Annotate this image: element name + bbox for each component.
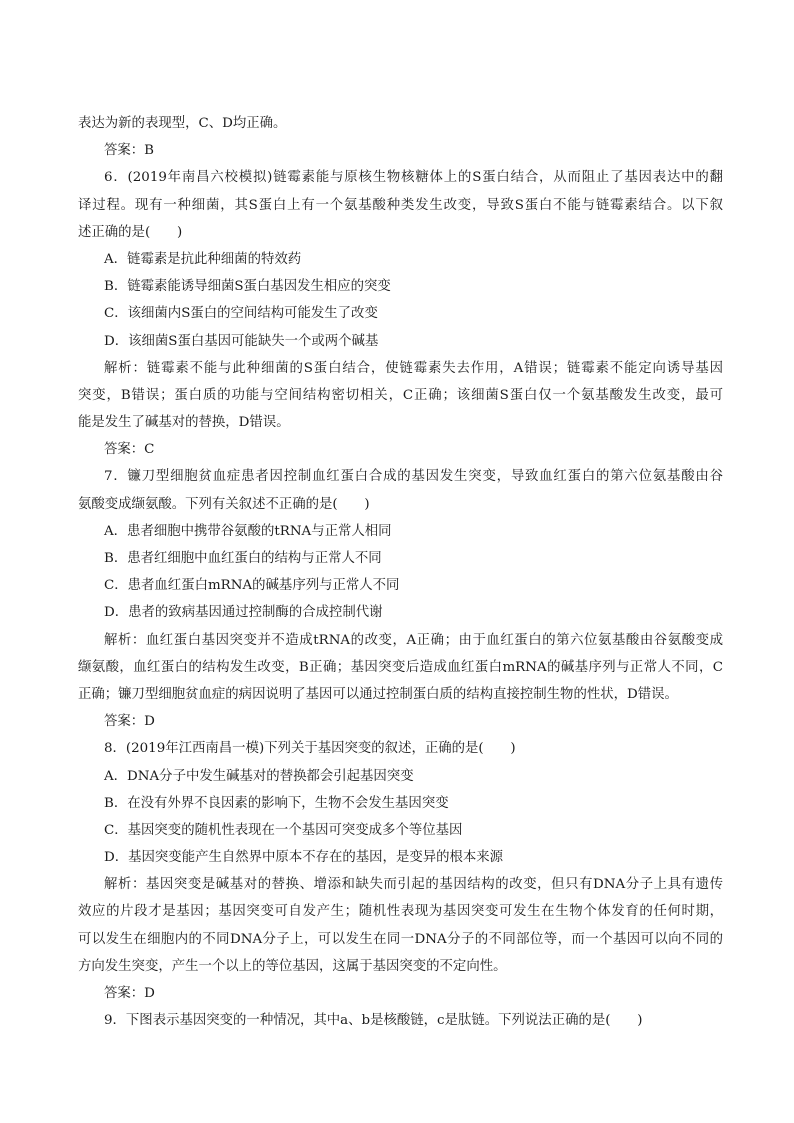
analysis-line: 解析：血红蛋白基因突变并不造成tRNA的改变，A正确；由于血红蛋白的第六位氨基酸由谷氨酸变成 [104,632,723,648]
text-line: 突变，B错误；蛋白质的功能与空间结构密切相关，C正确；该细菌S蛋白仅一个氨基酸发生改变，最可 [78,387,723,403]
text-line: 述正确的是( ) [78,224,183,240]
option-line: A．链霉素是抗此种细菌的特效药 [104,251,302,267]
answer-line: 答案：C [104,442,155,458]
text-line: 能是发生了碱基对的替换，D错误。 [78,415,290,431]
option-line: D．基因突变能产生自然界中原本不存在的基因，是变异的根本来源 [104,850,504,866]
question-line: 7．镰刀型细胞贫血症患者因控制血红蛋白合成的基因发生突变，导致血红蛋白的第六位氨基酸由谷 [104,469,723,485]
option-line: B．链霉素能诱导细菌S蛋白基因发生相应的突变 [104,279,391,295]
option-line: D．该细菌S蛋白基因可能缺失一个或两个碱基 [104,333,379,349]
option-line: C．患者血红蛋白mRNA的碱基序列与正常人不同 [104,578,400,594]
question-line: 8．(2019年江西南昌一模)下列关于基因突变的叙述，正确的是( ) [104,741,516,757]
text-line: 方向发生突变，产生一个以上的等位基因，这属于基因突变的不定向性。 [78,958,507,974]
analysis-line: 解析：基因突变是碱基对的替换、增添和缺失而引起的基因结构的改变，但只有DNA分子上具有遗传 [104,877,723,893]
page-body [78,114,723,1038]
answer-line: 答案：D [104,986,155,1001]
text-line: 氨酸变成缬氨酸。下列有关叙述不正确的是( ) [78,496,370,512]
option-line: D．患者的致病基因通过控制酶的合成控制代谢 [104,605,383,621]
option-line: C．该细菌内S蛋白的空间结构可能发生了改变 [104,306,378,322]
analysis-line: 解析：链霉素不能与此种细菌的S蛋白结合，使链霉素失去作用，A错误；链霉素不能定向诱导基因 [104,360,723,376]
option-line: B．在没有外界不良因素的影响下，生物不会发生基因突变 [104,795,449,811]
question-line: 6．(2019年南昌六校模拟)链霉素能与原核生物核糖体上的S蛋白结合，从而阻止了基因表达中的翻 [104,170,723,186]
text-line: 表达为新的表现型，C、D均正确。 [78,116,287,131]
answer-line: 答案：B [104,143,155,159]
answer-line: 答案：D [104,714,155,730]
option-line: A．DNA分子中发生碱基对的替换都会引起基因突变 [104,768,414,784]
option-line: C．基因突变的随机性表现在一个基因可突变成多个等位基因 [104,822,463,838]
text-line: 译过程。现有一种细菌，其S蛋白上有一个氨基酸种类发生改变，导致S蛋白不能与链霉素结合。以下叙 [78,197,723,213]
text-line: 效应的片段才是基因；基因突变可自发产生；随机性表现为基因突变可发生在生物个体发育的任何时期， [78,904,723,920]
text-line: 缬氨酸，血红蛋白的结构发生改变，B正确；基因突变后造成血红蛋白mRNA的碱基序列与正常人不同，C [78,659,723,675]
option-line: B．患者红细胞中血红蛋白的结构与正常人不同 [104,551,382,566]
text-line: 正确；镰刀型细胞贫血症的病因说明了基因可以通过控制蛋白质的结构直接控制生物的性状，D错误。 [78,686,678,702]
question-line: 9．下图表示基因突变的一种情况，其中a、b是核酸链，c是肽链。下列说法正确的是( ) [104,1013,643,1029]
text-line: 可以发生在细胞内的不同DNA分子上，可以发生在同一DNA分子的不同部位等，而一个基因可以向不同的 [78,931,723,947]
option-line: A．患者细胞中携带谷氨酸的tRNA与正常人相同 [104,523,392,539]
